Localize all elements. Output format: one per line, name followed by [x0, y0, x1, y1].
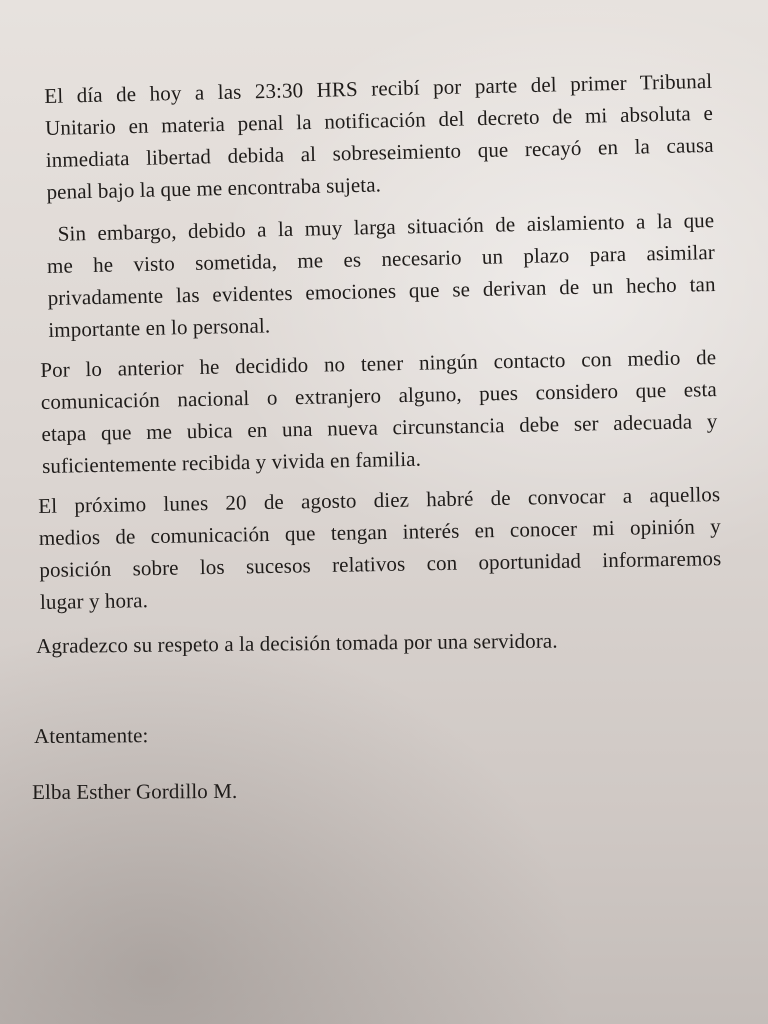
text-line: Por lo anterior he decidido no tener ningún contacto con medio de [40, 345, 717, 382]
text-line: Elba Esther Gordillo M. [32, 778, 238, 804]
text-line: suficientemente recibida y vivida en familia. [41, 446, 422, 478]
text-line: medios de comunicación que tengan interés en conocer mi opinión y [38, 514, 721, 550]
text-line: El próximo lunes 20 de agosto diez habré de convocar a aquellos [38, 482, 721, 518]
paragraph-no-contact [40, 341, 718, 482]
text-line: Atentamente: [34, 723, 149, 748]
text-line: etapa que me ubica en una nueva circunstancia debe ser adecuada y [41, 409, 718, 446]
text-line: El día de hoy a las 23:30 HRS recibí por parte del primer Tribunal [44, 68, 713, 108]
paragraph-notification [44, 65, 715, 208]
paragraph-isolation [46, 204, 717, 346]
text-line: comunicación nacional o extranjero alguno, pues considero que esta [40, 377, 718, 414]
text-line: lugar y hora. [39, 588, 149, 614]
paragraph-press-conference [38, 478, 722, 618]
text-line: inmediata libertad debida al sobreseimiento que recayó en la causa [45, 132, 714, 172]
text-line: Unitario en materia penal la notificación del decreto de mi absoluta e [44, 100, 714, 140]
text-line: penal bajo la que me encontraba sujeta. [46, 172, 382, 204]
text-line: posición sobre los sucesos relativos con oportunidad informaremos [39, 546, 722, 582]
text-line: Agradezco su respeto a la decisión tomada por una servidora. [36, 628, 558, 658]
text-line: me he visto sometida, me es necesario un plazo para asimilar [46, 240, 716, 278]
text-line: Sin embargo, debido a la muy larga situación de aislamiento a la que [46, 208, 715, 246]
paragraph-thanks [36, 623, 676, 662]
signature-name [32, 774, 432, 808]
text-line: importante en lo personal. [48, 313, 271, 342]
text-line: privadamente las evidentes emociones que se derivan de un hecho tan [47, 271, 716, 310]
closing-salutation [34, 717, 434, 752]
